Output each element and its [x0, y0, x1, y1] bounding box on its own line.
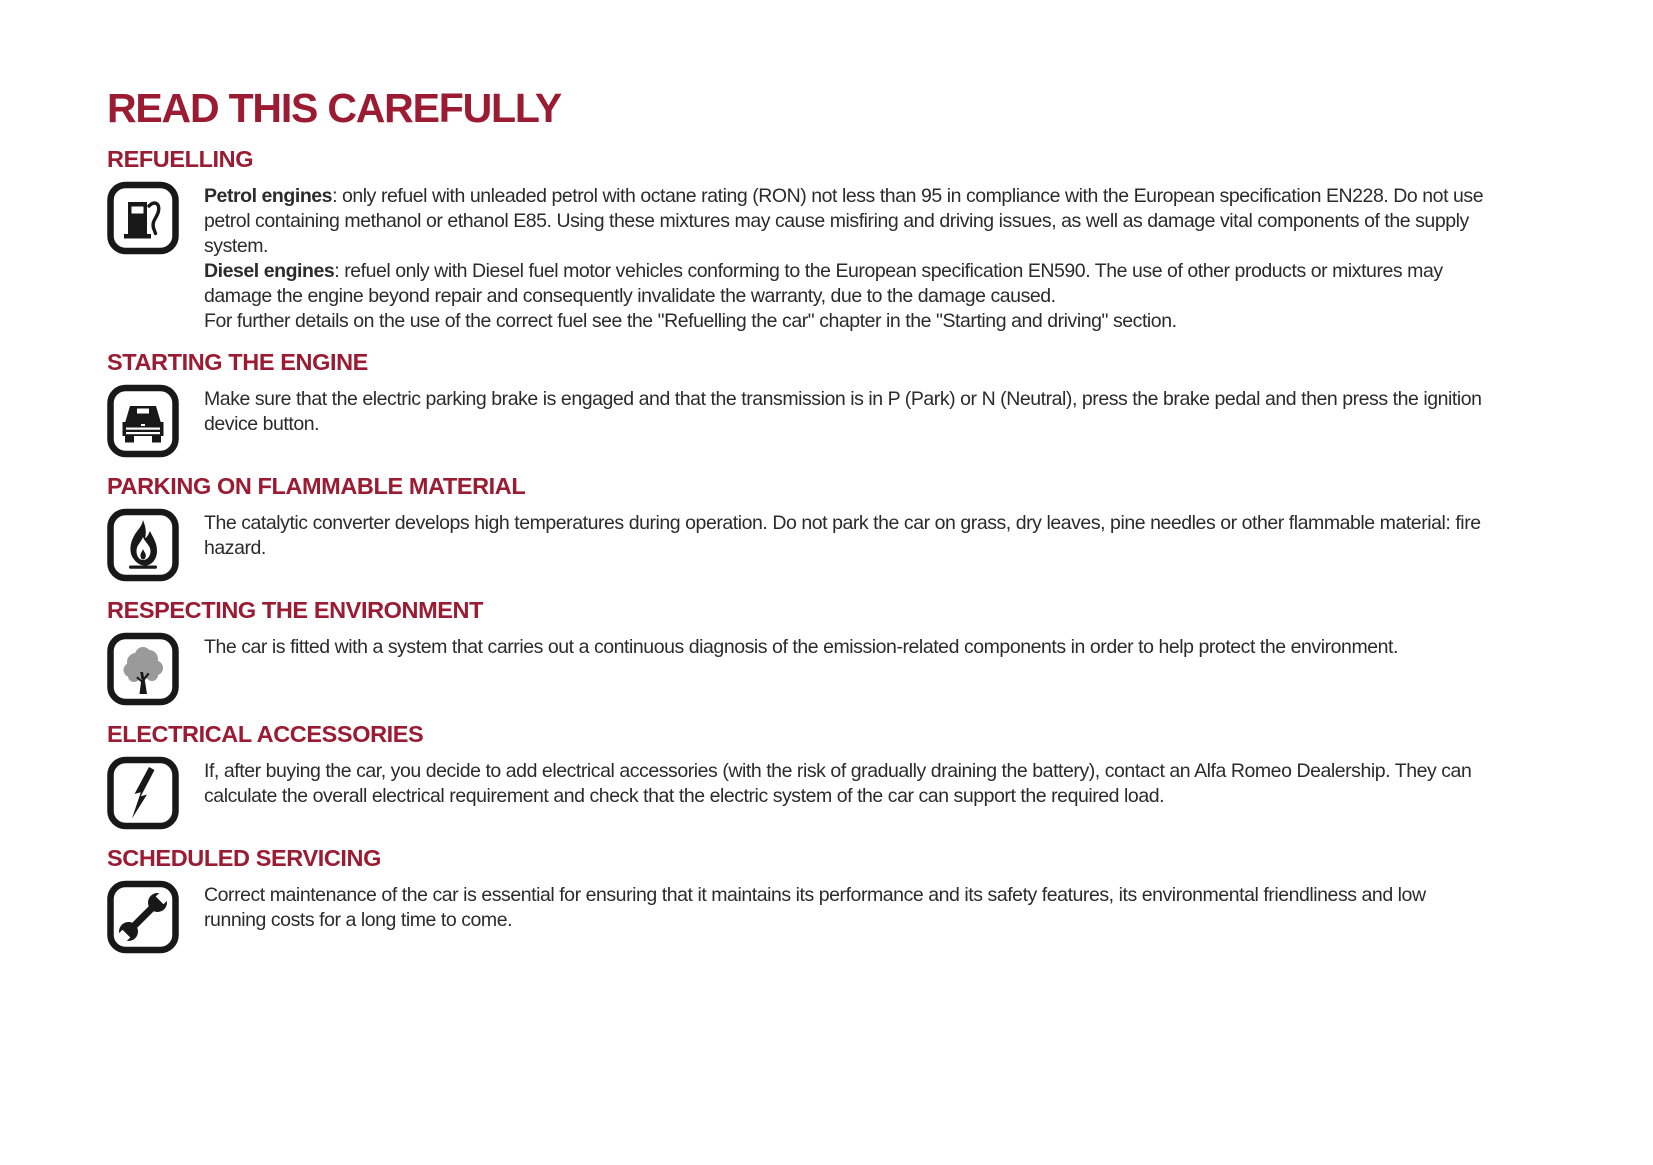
paragraph-text: For further details on the use of the correct fuel see the "Refuelling the car" chapter in the "Starting and driving" section. [204, 310, 1177, 333]
section-refuelling [107, 146, 1503, 334]
section-text [204, 181, 1484, 334]
paragraph-text: Correct maintenance of the car is essential for ensuring that it maintains its performance and its safety features, its environmental friendliness and low running costs for a long time to come. [204, 884, 1426, 932]
body-paragraph [204, 259, 1484, 309]
section-heading: ELECTRICAL ACCESSORIES [107, 721, 424, 748]
section-text [204, 756, 1484, 809]
body-paragraph [204, 883, 1484, 933]
paragraph-text: If, after buying the car, you decide to add electrical accessories (with the risk of gradually draining the battery), contact an Alfa Romeo Dealership. They can calculate the overall electrical requirement and check that the electric system of the car can support the required load. [204, 760, 1472, 808]
tree-icon [107, 632, 179, 706]
paragraph-lead: Diesel engines [204, 260, 335, 283]
body-paragraph [204, 184, 1484, 259]
section-starting-the-engine [107, 349, 1503, 458]
section-text [204, 632, 1398, 660]
section-electrical-accessories [107, 721, 1503, 830]
section-heading: RESPECTING THE ENVIRONMENT [107, 597, 484, 624]
body-paragraph [204, 309, 1484, 334]
section-text [204, 880, 1484, 933]
section-heading: PARKING ON FLAMMABLE MATERIAL [107, 473, 526, 500]
section-text [204, 508, 1484, 561]
body-paragraph [204, 759, 1484, 809]
flame-icon [107, 508, 179, 582]
section-heading: REFUELLING [107, 146, 254, 173]
page-title: READ THIS CAREFULLY [107, 85, 562, 131]
paragraph-text: : refuel only with Diesel fuel motor vehicles conforming to the European specification EN590. The use of other products or mixtures may damage the engine beyond repair and consequently invalidate the warranty, due to the damage caused. [204, 260, 1443, 308]
section-respecting-the-environment [107, 597, 1503, 706]
section-text [204, 384, 1484, 437]
body-paragraph [204, 387, 1484, 437]
section-parking-on-flammable-material [107, 473, 1503, 582]
section-heading: SCHEDULED SERVICING [107, 845, 382, 872]
wrench-icon [107, 880, 179, 954]
paragraph-text: The catalytic converter develops high temperatures during operation. Do not park the car on grass, dry leaves, pine needles or other flammable material: fire hazard. [204, 512, 1481, 560]
fuel-pump-icon [107, 181, 179, 255]
lightning-bolt-icon [107, 756, 179, 830]
paragraph-text: : only refuel with unleaded petrol with octane rating (RON) not less than 95 in compliance with the European specification EN228. Do not use petrol containing methanol or ethanol E85. Using these mixtures may cause misfiring and driving issues, as well as damage vital components of the supply system. [204, 185, 1484, 258]
section-heading: STARTING THE ENGINE [107, 349, 368, 376]
paragraph-text: Make sure that the electric parking brake is engaged and that the transmission is in P (Park) or N (Neutral), press the brake pedal and then press the ignition device button. [204, 388, 1482, 436]
body-paragraph [204, 635, 1398, 660]
paragraph-lead: Petrol engines [204, 185, 333, 208]
car-icon [107, 384, 179, 458]
paragraph-text: The car is fitted with a system that carries out a continuous diagnosis of the emission-related components in order to help protect the environment. [204, 636, 1398, 659]
body-paragraph [204, 511, 1484, 561]
section-scheduled-servicing [107, 845, 1503, 954]
